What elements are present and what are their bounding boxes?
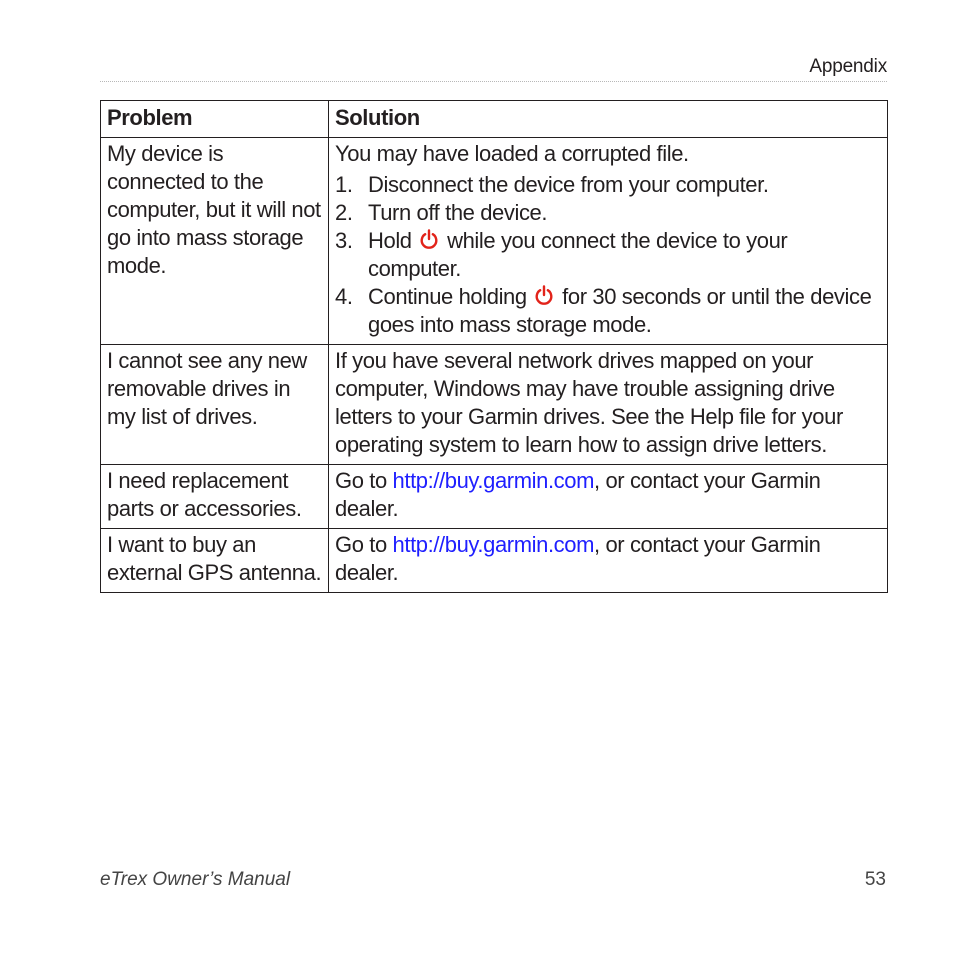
page-number: 53 [864,869,886,890]
solution-cell: If you have several network drives mapped on your computer, Windows may have trouble assigning drive letters to your Garmin drives. See the Help file for your operating system to learn how to assign drive letters. [329,345,888,465]
solution-cell [329,465,888,529]
solution-cell [329,529,888,593]
section-label: Appendix [809,56,887,77]
step-number: 3. [335,228,353,253]
step-text-before: Hold [368,228,412,253]
step-item [335,199,882,227]
step-text: Disconnect the device from your computer. [368,172,769,197]
step-number: 1. [335,172,353,197]
power-icon [419,229,439,251]
step-text-after: for 30 seconds or until the device goes into mass storage mode. [368,284,872,337]
step-item [335,227,882,283]
table-row [101,465,888,529]
solution-cell [329,138,888,345]
step-text-after: while you connect the device to your computer. [368,228,788,281]
table-row [101,345,888,465]
problem-header: Problem [101,101,329,138]
garmin-store-link[interactable]: http://buy.garmin.com [392,468,595,493]
solution-intro: You may have loaded a corrupted file. [335,141,689,166]
table-row [101,529,888,593]
troubleshooting-table [100,100,888,593]
header-divider [100,81,887,82]
problem-cell: I need replacement parts or accessories. [101,465,329,529]
solution-text-before: Go to [335,532,387,557]
problem-cell: I want to buy an external GPS antenna. [101,529,329,593]
solution-text-after: , or contact your Garmin dealer. [335,468,821,521]
step-text: Turn off the device. [368,200,548,225]
problem-cell: I cannot see any new removable drives in my list of drives. [101,345,329,465]
step-item [335,171,882,199]
solution-text-after: , or contact your Garmin dealer. [335,532,821,585]
solution-text-before: Go to [335,468,387,493]
step-text-before: Continue holding [368,284,527,309]
step-number: 2. [335,200,353,225]
table-header-row [101,101,888,138]
solution-header: Solution [329,101,888,138]
solution-steps [335,171,882,339]
manual-title: eTrex Owner’s Manual [100,869,291,890]
problem-cell: My device is connected to the computer, but it will not go into mass storage mode. [101,138,329,345]
garmin-store-link[interactable]: http://buy.garmin.com [392,532,595,557]
power-icon [534,285,554,307]
step-number: 4. [335,284,353,309]
step-item [335,283,882,339]
table-row [101,138,888,345]
